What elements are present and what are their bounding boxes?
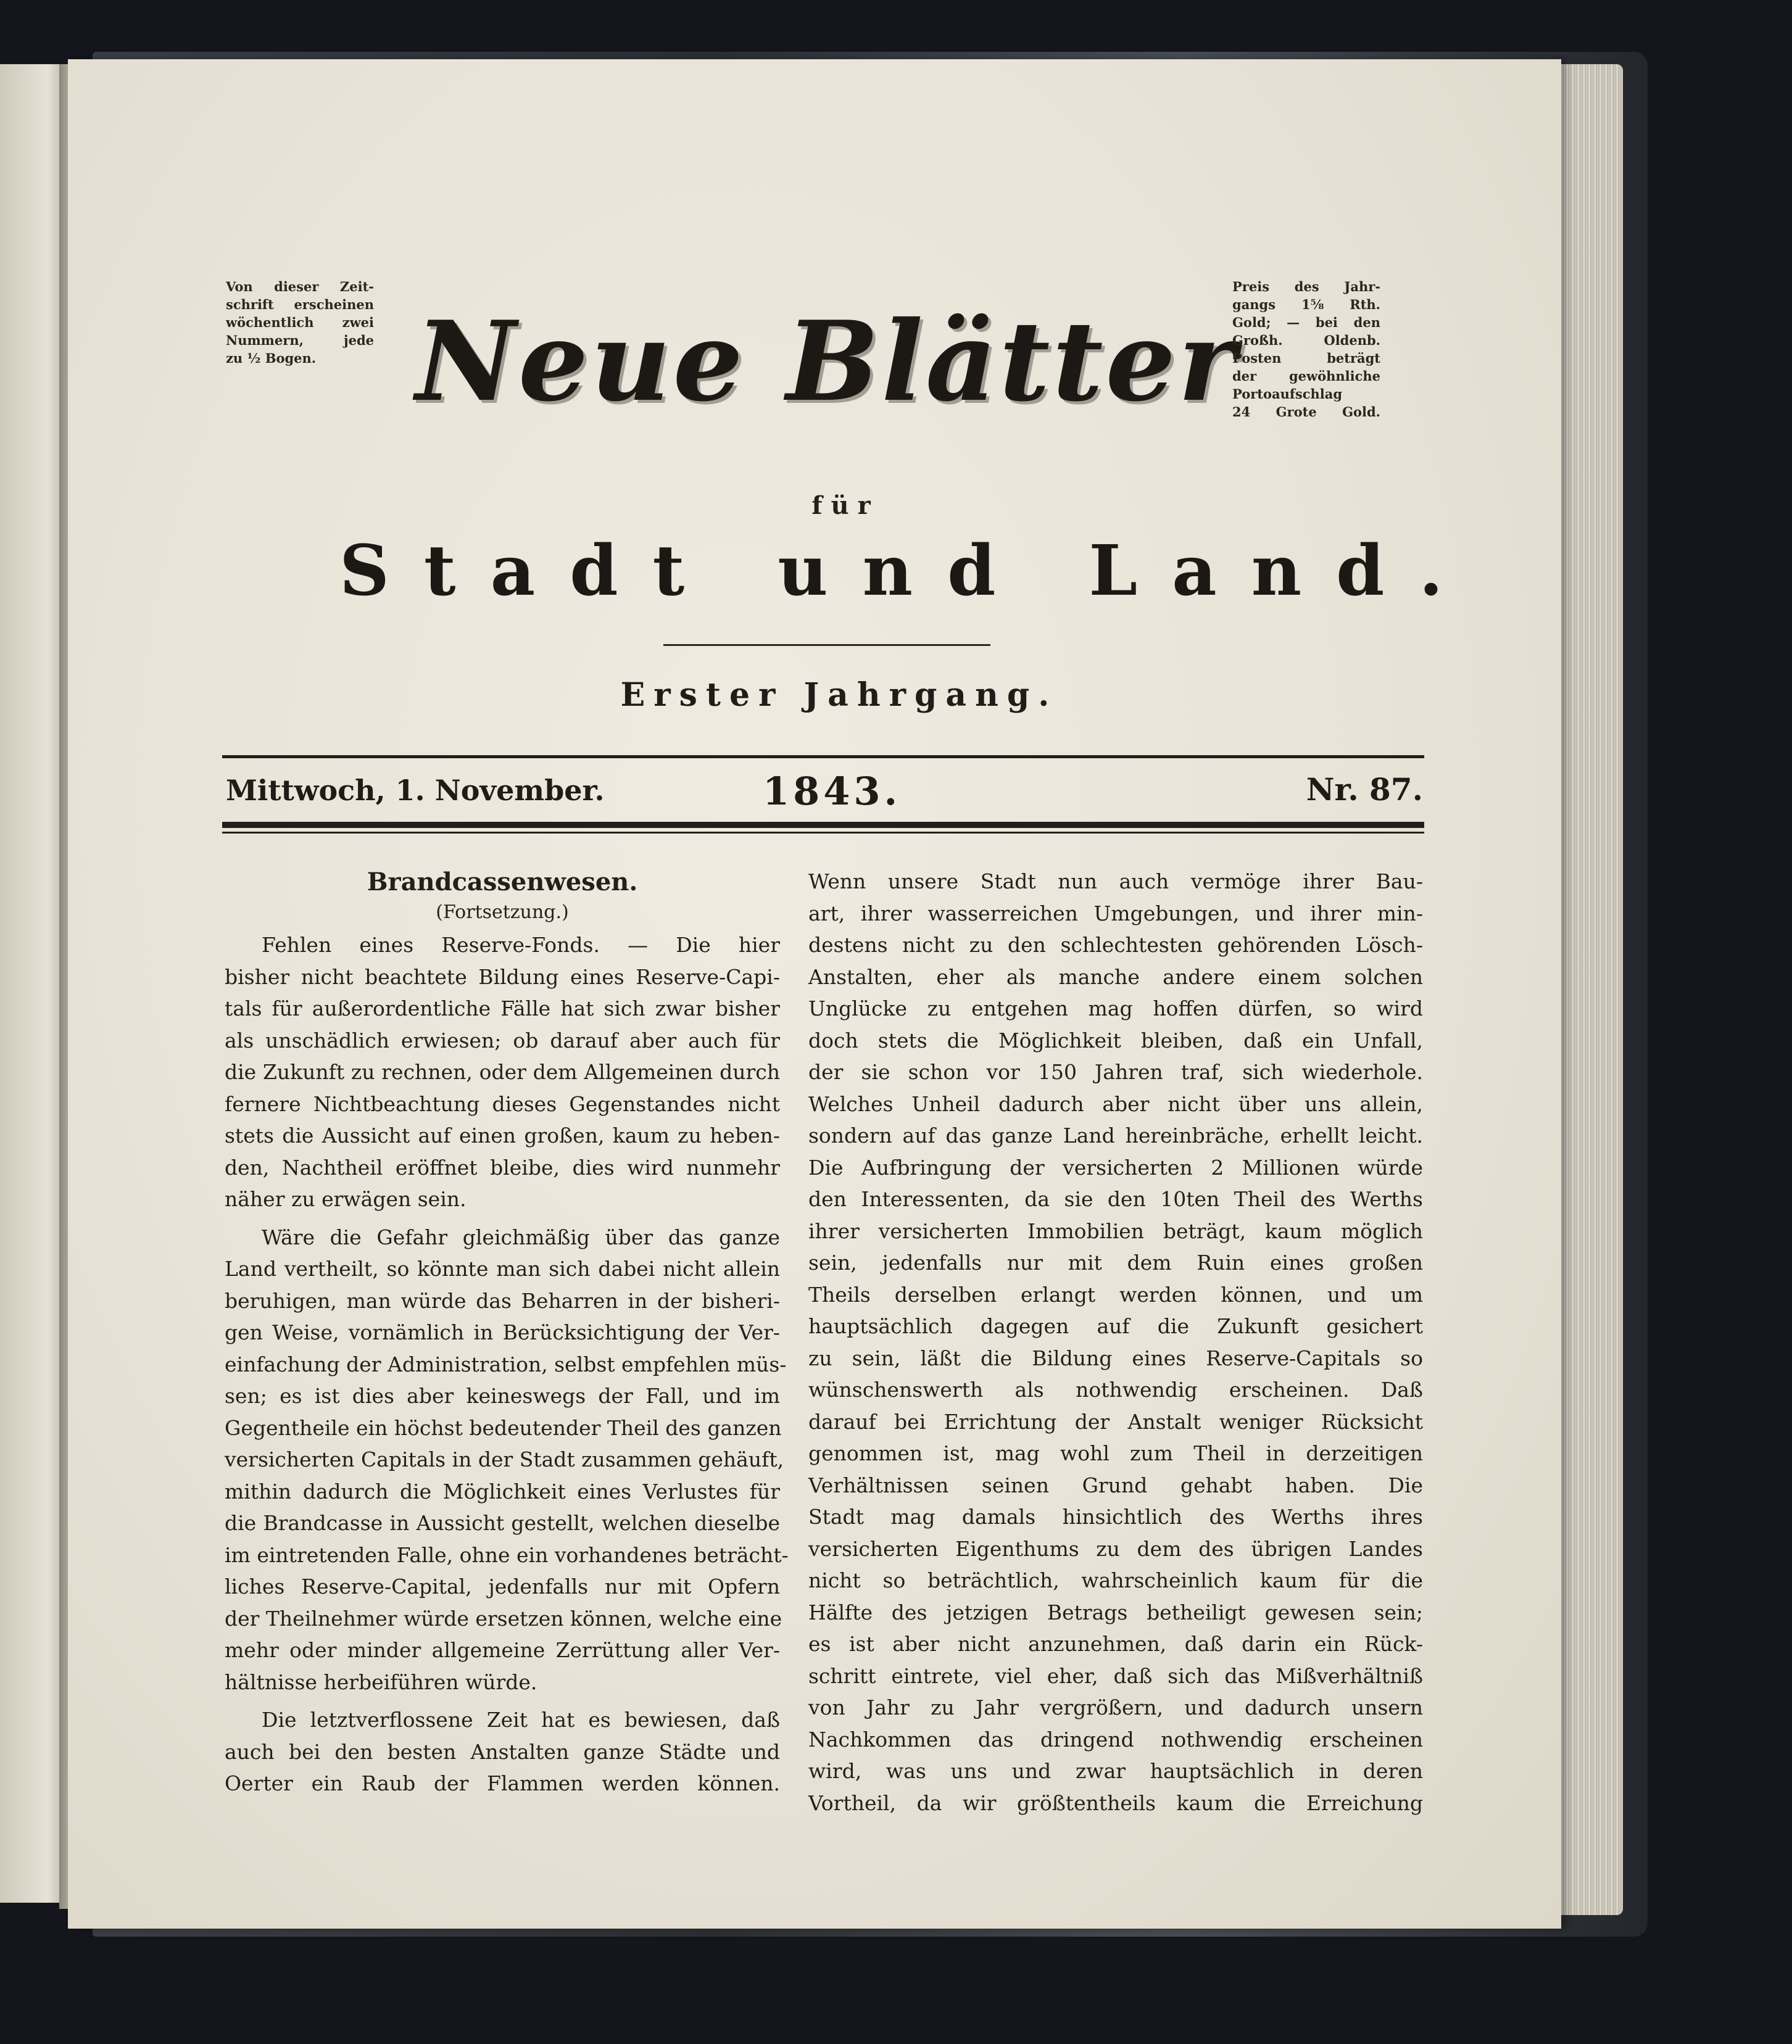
publication-note [226,278,374,367]
text-line: versicherten Capitals in der Stadt zusammen gehäuft, [225,1447,784,1471]
text-line: fernere Nichtbeachtung dieses Gegenstandes nicht [225,1091,780,1116]
text-line: Verhältnissen seinen Grund gehabt haben. Die [808,1473,1423,1497]
text-line: Vortheil, da wir größtentheils kaum die Erreichung [808,1790,1423,1815]
note-line: zu ½ Bogen. [226,350,317,366]
column-left [225,861,789,1800]
text-line: mithin dadurch die Möglichkeit eines Verlustes für [225,1479,780,1504]
newspaper-subtitle: Stadt und Land. [339,531,1478,611]
text-line: Wäre die Gefahr gleichmäßig über das ganze [262,1225,780,1249]
text-line: liches Reserve-Capital, jedenfalls nur mit Opfern [225,1574,780,1599]
text-line: sein, jedenfalls nur mit dem Ruin eines großen [808,1251,1423,1275]
text-line: destens nicht zu den schlechtesten gehörenden Lösch- [808,933,1423,957]
text-line: zu sein, läßt die Bildung eines Reserve-Capitals so [808,1346,1423,1370]
text-line: sen; es ist dies aber keineswegs der Fall, und im [225,1384,780,1408]
text-line: Gegentheile ein höchst bedeutender Theil des ganzen [225,1415,782,1440]
text-line: Die Aufbringung der versicherten 2 Millionen würde [808,1155,1423,1180]
dateline [226,769,1423,818]
text-line: Unglücke zu entgehen mag hoffen dürfen, so wird [808,996,1423,1020]
dateline-rule-top [222,755,1424,758]
dateline-rule-bottom [222,822,1424,828]
note-line: schrift erscheinen [226,297,374,312]
note-line: Großh. Oldenb. [1232,333,1380,348]
text-line: den, Nachtheil eröffnet bleibe, dies wird nunmehr [225,1155,780,1180]
column-right [808,866,1423,1819]
text-line: mehr oder minder allgemeine Zerrüttung aller Ver- [225,1638,780,1662]
note-line: Posten beträgt [1232,350,1380,366]
text-line: es ist aber nicht anzunehmen, daß darin ein Rück- [808,1632,1423,1656]
text-line: den Interessenten, da sie den 10ten Theil des Werths [808,1187,1423,1211]
text-line: bisher nicht beachtete Bildung eines Reserve-Capi- [225,964,780,989]
text-line: stets die Aussicht auf einen großen, kaum zu heben- [225,1123,780,1148]
text-line: wünschenswerth als nothwendig erscheinen. Daß [808,1378,1423,1402]
text-line: Welches Unheil dadurch aber nicht über uns allein, [808,1091,1423,1116]
note-line: Preis des Jahr- [1232,279,1380,294]
text-line: sondern auf das ganze Land hereinbräche, erhellt leicht. [808,1123,1423,1148]
text-line: Land vertheilt, so könnte man sich dabei nicht allein [225,1257,780,1281]
newspaper-title: Neue Blätter [415,297,1238,426]
title-divider [663,644,990,646]
issue-year: 1843. [763,769,902,814]
text-line: einfachung der Administration, selbst empfehlen müs- [225,1352,787,1376]
text-line: nicht so beträchtlich, wahrscheinlich kaum für die [808,1568,1423,1592]
text-line: hältnisse herbeiführen würde. [225,1670,537,1694]
text-line: gen Weise, vornämlich in Berücksichtigung der Ver- [225,1320,780,1344]
text-line: die Brandcasse in Aussicht gestellt, welchen dieselbe [225,1511,780,1535]
newspaper-page [68,59,1561,1929]
text-line: Anstalten, eher als manche andere einem solchen [808,964,1423,989]
text-line: Fehlen eines Reserve-Fonds. — Die hier [262,933,780,957]
text-line: Stadt mag damals hinsichtlich des Werths ihres [808,1505,1423,1529]
issue-date: Mittwoch, 1. November. [226,774,605,807]
issue-number: Nr. 87. [1306,771,1423,808]
note-line: Von dieser Zeit- [226,279,374,294]
text-line: näher zu erwägen sein. [225,1187,467,1211]
text-line: schritt eintrete, viel eher, daß sich das Mißverhältniß [808,1663,1423,1688]
text-line: genommen ist, mag wohl zum Theil in derzeitigen [808,1441,1423,1465]
text-line: versicherten Eigenthums zu dem des übrigen Landes [808,1536,1423,1561]
text-line: beruhigen, man würde das Beharren in der bisheri- [225,1288,780,1313]
text-line: der sie schon vor 150 Jahren traf, sich wiederhole. [808,1060,1423,1084]
note-line: Portoaufschlag [1232,386,1343,402]
note-line: der gewöhnliche [1232,368,1380,384]
title-connector: für [811,491,879,520]
note-line: Nummern, jede [226,333,374,348]
text-line: Wenn unsere Stadt nun auch vermöge ihrer Bau- [808,869,1423,893]
volume-label: Erster Jahrgang. [620,676,1058,714]
text-line: hauptsächlich dagegen auf die Zukunft gesichert [808,1314,1423,1338]
text-line: Nachkommen das dringend nothwendig erscheinen [808,1727,1423,1752]
text-line: Oerter ein Raub der Flammen werden können. [225,1771,780,1795]
article-subtitle: (Fortsetzung.) [436,901,569,923]
text-line: im eintretenden Falle, ohne ein vorhandenes beträcht- [225,1542,789,1567]
dateline-rule-thin [222,832,1424,834]
text-line: Theils derselben erlangt werden können, und um [808,1282,1423,1307]
price-note [1232,278,1380,421]
text-line: Hälfte des jetzigen Betrags betheiligt gewesen sein; [808,1600,1423,1624]
note-line: gangs 1⅝ Rth. [1232,297,1380,312]
note-line: wöchentlich zwei [226,315,374,330]
text-line: auch bei den besten Anstalten ganze Städte und [225,1739,780,1764]
text-line: tals für außerordentliche Fälle hat sich zwar bisher [225,996,780,1020]
text-line: doch stets die Möglichkeit bleiben, daß ein Unfall, [808,1028,1423,1053]
text-line: darauf bei Errichtung der Anstalt weniger Rücksicht [808,1409,1423,1434]
text-line: von Jahr zu Jahr vergrößern, und dadurch unsern [808,1695,1423,1719]
text-line: der Theilnehmer würde ersetzen können, welche eine [225,1606,782,1631]
article-title: Brandcassenwesen. [367,867,638,896]
note-line: 24 Grote Gold. [1232,404,1380,420]
left-page-edge [0,64,68,1903]
text-line: die Zukunft zu rechnen, oder dem Allgemeinen durch [225,1060,780,1084]
text-line: als unschädlich erwiesen; ob darauf aber auch für [225,1028,780,1053]
text-line: wird, was uns und zwar hauptsächlich in deren [808,1759,1423,1783]
note-line: Gold; — bei den [1232,315,1380,330]
text-line: ihrer versicherten Immobilien beträgt, kaum möglich [808,1219,1423,1243]
text-line: art, ihrer wasserreichen Umgebungen, und ihrer min- [808,901,1423,925]
text-line: Die letztverflossene Zeit hat es bewiesen, daß [262,1708,780,1732]
